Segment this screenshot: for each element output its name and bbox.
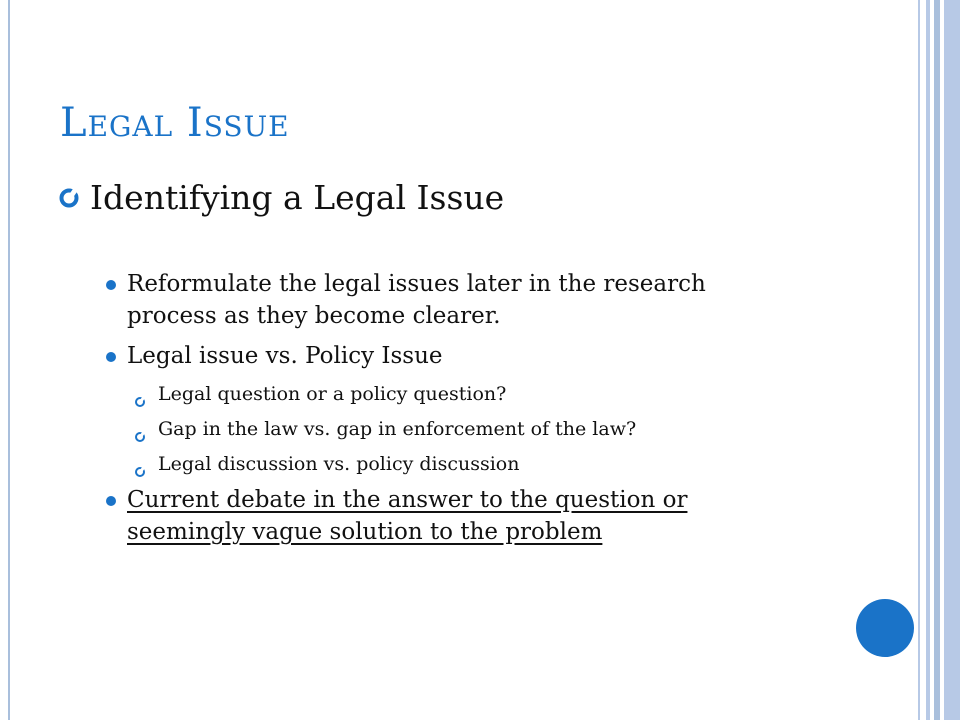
heading-bullet: [58, 178, 504, 217]
sub-bullet-item: [134, 415, 636, 443]
slide-frame-right-stripes: [916, 0, 960, 720]
ring-bullet-icon: [134, 388, 146, 400]
bullet-text: Legal issue vs. Policy Issue: [127, 343, 443, 369]
sub-bullet-item: [134, 450, 519, 478]
ring-bullet-icon: [134, 423, 146, 435]
heading-text: Identifying a Legal Issue: [90, 178, 505, 217]
sub-bullet-text: Legal discussion vs. policy discussion: [158, 453, 520, 475]
sub-bullet-text: Gap in the law vs. gap in enforcement of the law?: [158, 418, 637, 440]
sub-bullet-text: Legal question or a policy question?: [158, 383, 507, 405]
dot-bullet-icon: [106, 496, 116, 506]
ring-bullet-icon: [58, 187, 80, 209]
bullet-text: Current debate in the answer to the question or seemingly vague solution to the problem: [127, 487, 688, 545]
bullet-item: [106, 268, 786, 332]
sub-bullet-item: [134, 380, 506, 408]
dot-bullet-icon: [106, 280, 116, 290]
slide-frame-left: [8, 0, 10, 720]
bullet-text: Reformulate the legal issues later in the research process as they become clearer.: [127, 271, 706, 329]
bullet-item: [106, 340, 786, 372]
accent-circle: [856, 599, 914, 657]
bullet-item: [106, 484, 786, 548]
ring-bullet-icon: [134, 458, 146, 470]
dot-bullet-icon: [106, 352, 116, 362]
slide-title: Legal Issue: [60, 100, 290, 146]
